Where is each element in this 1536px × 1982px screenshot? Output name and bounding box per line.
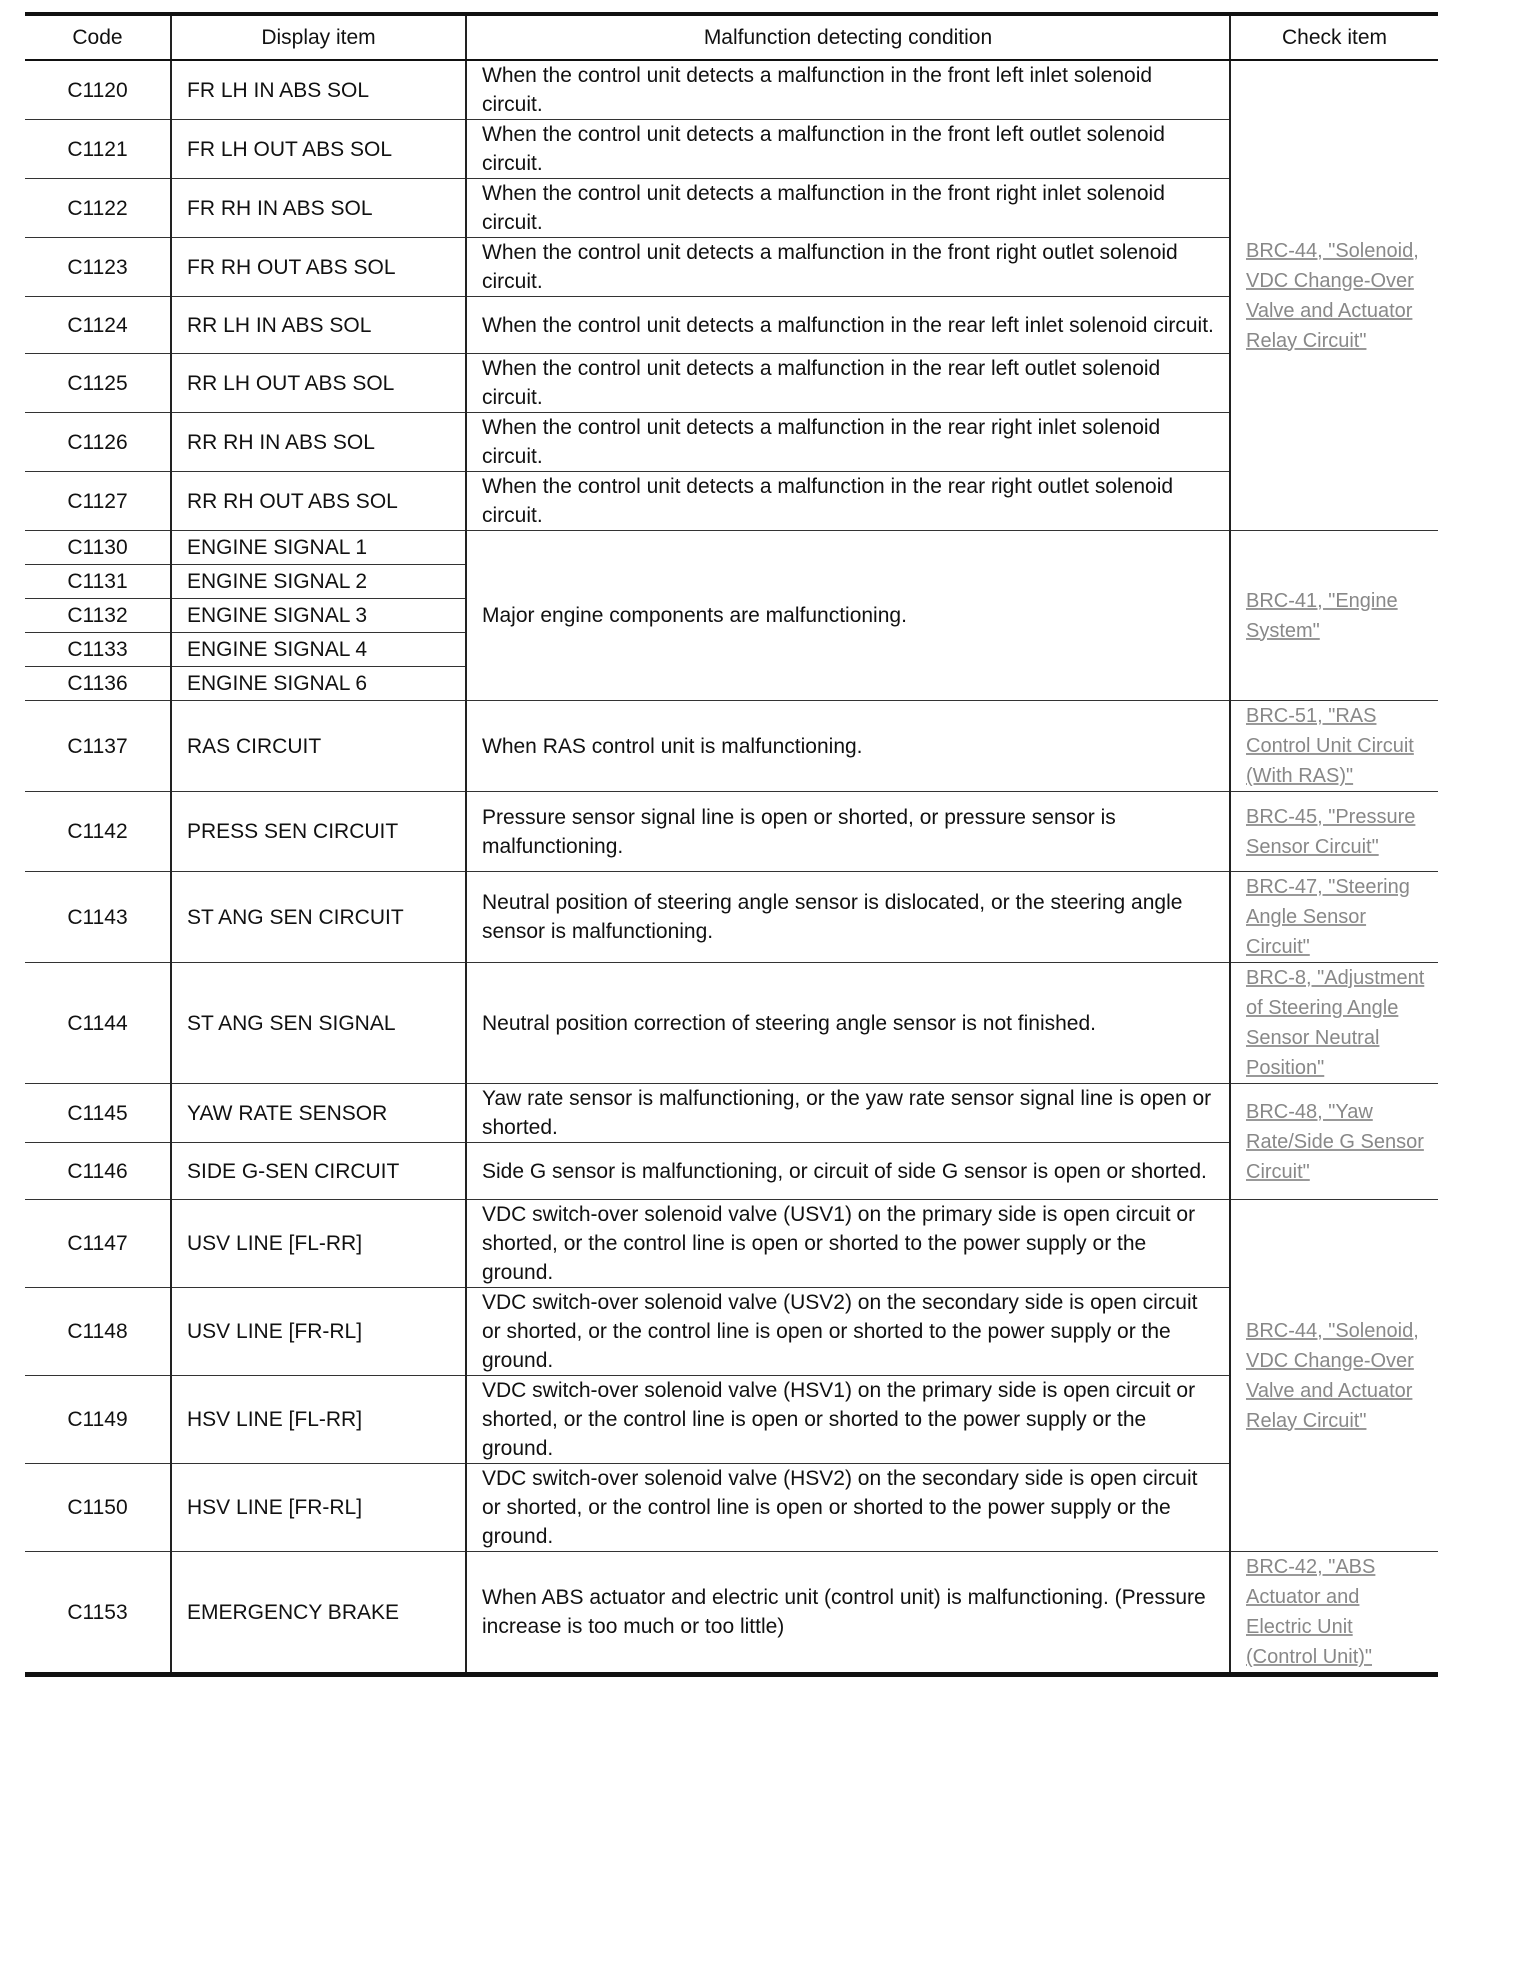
display-item-cell: RAS CIRCUIT [171, 701, 466, 792]
display-item-cell: ENGINE SIGNAL 4 [171, 633, 466, 667]
table-row [25, 1143, 1438, 1200]
table-row [25, 1288, 1438, 1376]
condition-cell: Yaw rate sensor is malfunctioning, or the yaw rate sensor signal line is open or shorted. [466, 1084, 1230, 1143]
condition-cell: When the control unit detects a malfunction in the front right outlet solenoid circuit. [466, 238, 1230, 297]
display-item-cell: PRESS SEN CIRCUIT [171, 792, 466, 872]
table-row [25, 179, 1438, 238]
code-cell: C1131 [25, 565, 171, 599]
display-item-cell: FR LH IN ABS SOL [171, 60, 466, 120]
display-item-cell: RR LH OUT ABS SOL [171, 354, 466, 413]
code-cell: C1130 [25, 531, 171, 565]
code-cell: C1126 [25, 413, 171, 472]
condition-cell: Pressure sensor signal line is open or shorted, or pressure sensor is malfunctioning. [466, 792, 1230, 872]
check-item-link[interactable]: BRC-42, "ABS Actuator and Electric Unit (Control Unit)" [1246, 1556, 1376, 1668]
display-item-cell: RR RH IN ABS SOL [171, 413, 466, 472]
header-code: Code [25, 14, 171, 60]
display-item-cell: ENGINE SIGNAL 6 [171, 667, 466, 701]
display-item-cell: ST ANG SEN CIRCUIT [171, 872, 466, 963]
condition-cell: Neutral position correction of steering angle sensor is not finished. [466, 963, 1230, 1084]
table-row [25, 297, 1438, 354]
check-item-link[interactable]: BRC-48, "Yaw Rate/Side G Sensor Circuit" [1246, 1100, 1424, 1183]
code-cell: C1136 [25, 667, 171, 701]
check-item-link[interactable]: BRC-44, "Solenoid, VDC Change-Over Valve and Actuator Relay Circuit" [1246, 1319, 1419, 1432]
condition-cell: VDC switch-over solenoid valve (USV1) on the primary side is open circuit or shorted, or the control line is open or shorted to the power supply or the ground. [466, 1200, 1230, 1288]
condition-cell: When the control unit detects a malfunction in the front left inlet solenoid circuit. [466, 60, 1230, 120]
check-item-link[interactable]: BRC-47, "Steering Angle Sensor Circuit" [1246, 876, 1410, 958]
condition-cell: When the control unit detects a malfunction in the front right inlet solenoid circuit. [466, 179, 1230, 238]
check-item-cell [1230, 1552, 1438, 1675]
display-item-cell: USV LINE [FL-RR] [171, 1200, 466, 1288]
display-item-cell: FR RH OUT ABS SOL [171, 238, 466, 297]
code-cell: C1146 [25, 1143, 171, 1200]
code-cell: C1148 [25, 1288, 171, 1376]
check-item-cell [1230, 60, 1438, 531]
table-row [25, 1084, 1438, 1143]
table-row [25, 701, 1438, 792]
check-item-cell [1230, 701, 1438, 792]
check-item-cell [1230, 963, 1438, 1084]
dtc-table [25, 12, 1438, 1677]
check-item-link[interactable]: BRC-45, "Pressure Sensor Circuit" [1246, 805, 1416, 858]
table-row [25, 531, 1438, 565]
code-cell: C1153 [25, 1552, 171, 1675]
code-cell: C1124 [25, 297, 171, 354]
condition-cell: When ABS actuator and electric unit (control unit) is malfunctioning. (Pressure increase is too much or too little) [466, 1552, 1230, 1675]
display-item-cell: ENGINE SIGNAL 2 [171, 565, 466, 599]
condition-cell: Major engine components are malfunctioning. [466, 531, 1230, 701]
condition-cell: Side G sensor is malfunctioning, or circuit of side G sensor is open or shorted. [466, 1143, 1230, 1200]
display-item-cell: USV LINE [FR-RL] [171, 1288, 466, 1376]
condition-cell: When the control unit detects a malfunction in the front left outlet solenoid circuit. [466, 120, 1230, 179]
display-item-cell: HSV LINE [FL-RR] [171, 1376, 466, 1464]
code-cell: C1122 [25, 179, 171, 238]
code-cell: C1127 [25, 472, 171, 531]
table-row [25, 1464, 1438, 1552]
table-row [25, 413, 1438, 472]
code-cell: C1144 [25, 963, 171, 1084]
table-row [25, 792, 1438, 872]
condition-cell: Neutral position of steering angle sensor is dislocated, or the steering angle sensor is malfunctioning. [466, 872, 1230, 963]
dtc-table-container [25, 12, 1438, 1677]
condition-cell: When the control unit detects a malfunction in the rear right inlet solenoid circuit. [466, 413, 1230, 472]
header-row [25, 14, 1438, 60]
display-item-cell: RR RH OUT ABS SOL [171, 472, 466, 531]
code-cell: C1143 [25, 872, 171, 963]
code-cell: C1133 [25, 633, 171, 667]
check-item-link[interactable]: BRC-8, "Adjustment of Steering Angle Sensor Neutral Position" [1246, 967, 1425, 1079]
condition-cell: When the control unit detects a malfunction in the rear left outlet solenoid circuit. [466, 354, 1230, 413]
condition-cell: When RAS control unit is malfunctioning. [466, 701, 1230, 792]
code-cell: C1147 [25, 1200, 171, 1288]
table-row [25, 354, 1438, 413]
condition-cell: When the control unit detects a malfunction in the rear left inlet solenoid circuit. [466, 297, 1230, 354]
table-row [25, 120, 1438, 179]
display-item-cell: FR RH IN ABS SOL [171, 179, 466, 238]
display-item-cell: SIDE G-SEN CIRCUIT [171, 1143, 466, 1200]
header-condition: Malfunction detecting condition [466, 14, 1230, 60]
check-item-link[interactable]: BRC-44, "Solenoid, VDC Change-Over Valve and Actuator Relay Circuit" [1246, 239, 1419, 352]
display-item-cell: RR LH IN ABS SOL [171, 297, 466, 354]
table-row [25, 472, 1438, 531]
condition-cell: VDC switch-over solenoid valve (USV2) on the secondary side is open circuit or shorted, or the control line is open or shorted to the power supply or the ground. [466, 1288, 1230, 1376]
display-item-cell: ENGINE SIGNAL 1 [171, 531, 466, 565]
display-item-cell: ENGINE SIGNAL 3 [171, 599, 466, 633]
check-item-cell [1230, 792, 1438, 872]
display-item-cell: ST ANG SEN SIGNAL [171, 963, 466, 1084]
table-row [25, 60, 1438, 120]
display-item-cell: HSV LINE [FR-RL] [171, 1464, 466, 1552]
check-item-link[interactable]: BRC-51, "RAS Control Unit Circuit (With RAS)" [1246, 705, 1414, 787]
code-cell: C1125 [25, 354, 171, 413]
table-row [25, 1552, 1438, 1675]
code-cell: C1142 [25, 792, 171, 872]
code-cell: C1150 [25, 1464, 171, 1552]
header-check-item: Check item [1230, 14, 1438, 60]
condition-cell: VDC switch-over solenoid valve (HSV2) on the secondary side is open circuit or shorted, or the control line is open or shorted to the power supply or the ground. [466, 1464, 1230, 1552]
condition-cell: When the control unit detects a malfunction in the rear right outlet solenoid circuit. [466, 472, 1230, 531]
table-row [25, 238, 1438, 297]
table-row [25, 1376, 1438, 1464]
code-cell: C1120 [25, 60, 171, 120]
code-cell: C1123 [25, 238, 171, 297]
check-item-cell [1230, 1084, 1438, 1200]
code-cell: C1132 [25, 599, 171, 633]
table-row [25, 963, 1438, 1084]
code-cell: C1121 [25, 120, 171, 179]
check-item-link[interactable]: BRC-41, "Engine System" [1246, 589, 1398, 642]
display-item-cell: YAW RATE SENSOR [171, 1084, 466, 1143]
table-row [25, 872, 1438, 963]
code-cell: C1145 [25, 1084, 171, 1143]
display-item-cell: EMERGENCY BRAKE [171, 1552, 466, 1675]
check-item-cell [1230, 872, 1438, 963]
table-row [25, 1200, 1438, 1288]
check-item-cell [1230, 531, 1438, 701]
display-item-cell: FR LH OUT ABS SOL [171, 120, 466, 179]
code-cell: C1149 [25, 1376, 171, 1464]
code-cell: C1137 [25, 701, 171, 792]
check-item-cell [1230, 1200, 1438, 1552]
header-display-item: Display item [171, 14, 466, 60]
condition-cell: VDC switch-over solenoid valve (HSV1) on the primary side is open circuit or shorted, or the control line is open or shorted to the power supply or the ground. [466, 1376, 1230, 1464]
